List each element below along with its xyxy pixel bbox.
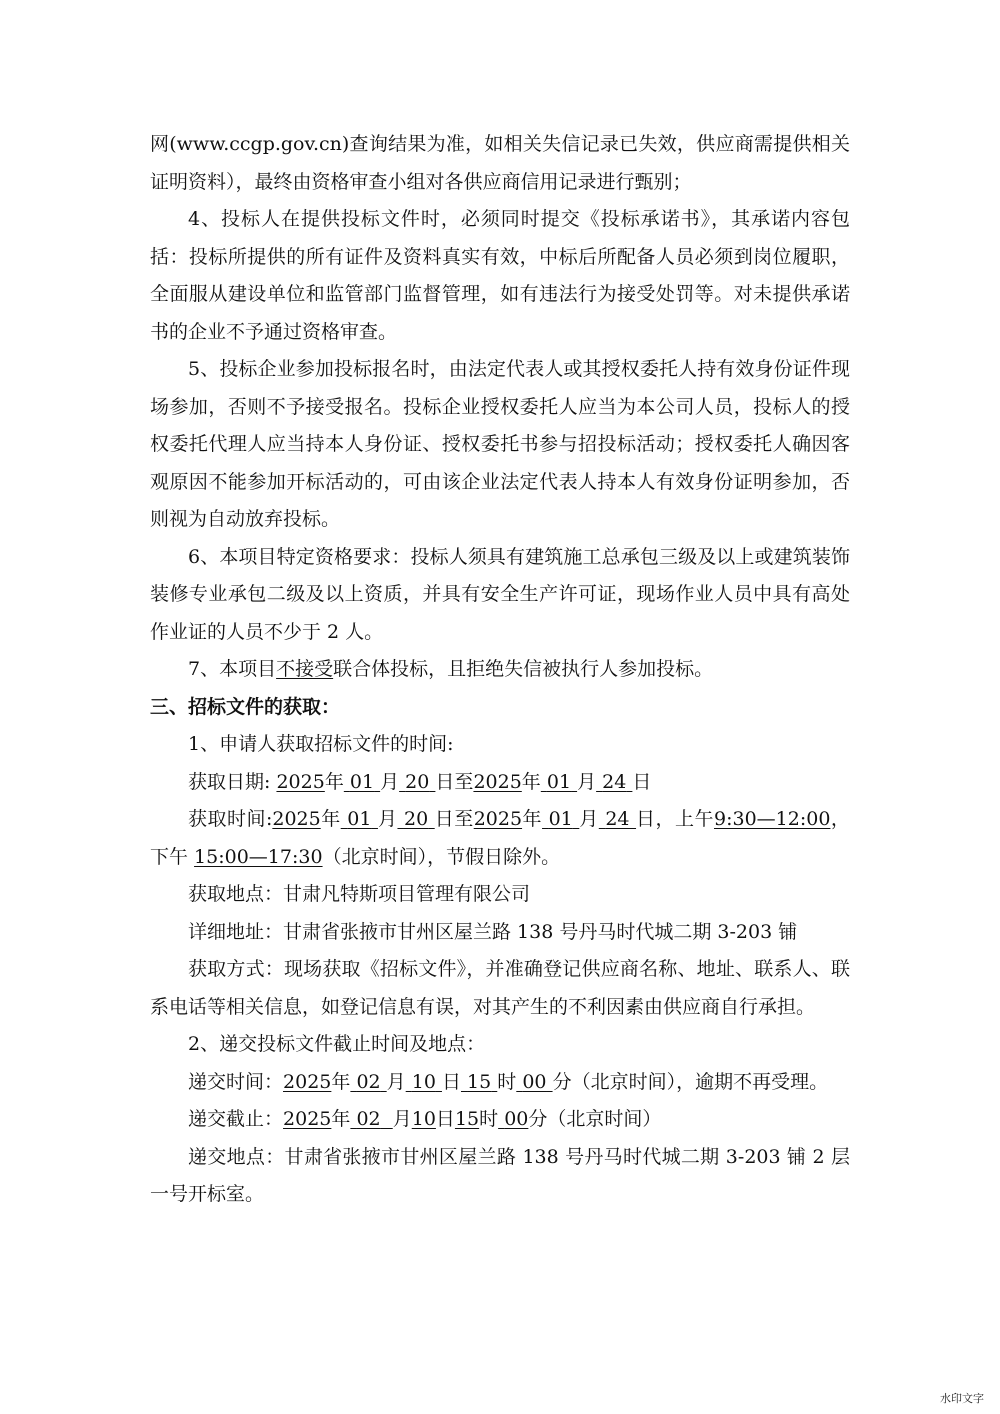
acquisition-date-label: 获取日期:: [188, 770, 277, 793]
afternoon-hours: 15:00—17:30: [194, 845, 323, 868]
acquisition-time-label: 获取时间:: [188, 808, 273, 830]
submit-place-line: 递交地点：甘肃省张掖市甘州区屋兰路 138 号丹马时代城二期 3-203 铺 2 层一号开标室。: [150, 1145, 850, 1205]
submit-deadline-line: 递交截止：2025年 02 月10日15时 00分（北京时间）: [188, 1108, 662, 1130]
day-char: 日: [435, 770, 455, 793]
acquisition-place-line: 获取地点：甘肃凡特斯项目管理有限公司: [188, 883, 531, 905]
paragraph-credit-check: 网(www.ccgp.gov.cn)查询结果为准，如相关失信记录已失效，供应商需提供相关证明资料），最终由资格审查小组对各供应商信用记录进行甄别；: [150, 133, 850, 193]
submit-time-line: 递交时间：2025年 02 月 10 日 15 时 00 分（北京时间），逾期不再受理。: [188, 1070, 829, 1093]
acquisition-method-line: 获取方式：现场获取《招标文件》，并准确登记供应商名称、地址、联系人、联系电话等相关信息，如登记信息有误，对其产生的不利因素由供应商自行承担。: [150, 958, 850, 1018]
year-char: 年: [324, 770, 344, 793]
paragraph-item-7: [150, 651, 850, 689]
date-end-year: 2025: [473, 770, 522, 793]
item-7-prefix: 7、本项目: [188, 658, 277, 680]
paragraph-item-4: 4、投标人在提供投标文件时，必须同时提交《投标承诺书》，其承诺内容包括：投标所提供的所有证件及资料真实有效，中标后所配备人员必须到岗位履职，全面服从建设单位和监管部门监督管理，如有违法行为接受处罚等。对未提供承诺书的企业不予通过资格审查。: [150, 208, 850, 343]
section-3-item-2: 2、递交投标文件截止时间及地点：: [188, 1033, 486, 1055]
date-start-year: 2025: [276, 770, 325, 793]
section-3-heading: 三、招标文件的获取：: [150, 695, 341, 718]
to-char: 至: [454, 770, 474, 793]
date-start-day: 20: [405, 770, 430, 793]
paragraph-item-6: 6、本项目特定资格要求：投标人须具有建筑施工总承包三级及以上或建筑装饰装修专业承包二级及以上资质，并具有安全生产许可证，现场作业人员中具有高处作业证的人员不少于 2 人。: [150, 545, 850, 643]
month-char: 月: [380, 770, 400, 793]
address-line: 详细地址：甘肃省张掖市甘州区屋兰路 138 号丹马时代城二期 3-203 铺: [188, 920, 798, 943]
date-start-month: 01: [349, 770, 375, 793]
paragraph-item-5: 5、投标企业参加投标报名时，由法定代表人或其授权委托人持有效身份证件现场参加，否则不予接受报名。投标企业授权委托人应当为本公司人员，投标人的授权委托代理人应当持本人身份证、授权委托书参与招投标活动；授权委托人确因客观原因不能参加开标活动的，可由该企业法定代表人持本人有效身份证明参加，否则视为自动放弃投标。: [150, 358, 850, 530]
acquisition-method: 现场获取《招标文件》，并准确登记供应商名称、地址、联系人、联系电话等相关信息，如登记信息有误，对其产生的不利因素由供应商自行承担。: [150, 958, 850, 1018]
address: 甘肃省张掖市甘州区屋兰路 138 号丹马时代城二期 3-203 铺: [283, 920, 798, 943]
acquisition-time-line: 获取时间:2025年 01 月 20 日至2025年 01 月 24 日，上午9:30—12:00，下午 15:00—17:30（北京时间），节假日除外。: [150, 808, 850, 868]
date-end-day: 24: [602, 770, 627, 793]
document-body: [150, 126, 850, 1214]
acquisition-place: 甘肃凡特斯项目管理有限公司: [283, 883, 531, 905]
item-7-underlined: 不接受: [276, 658, 334, 680]
date-end-month: 01: [546, 770, 572, 793]
submit-place: 甘肃省张掖市甘州区屋兰路 138 号丹马时代城二期 3-203 铺 2 层一号开标室。: [150, 1145, 850, 1205]
item-7-suffix: 联合体投标，且拒绝失信被执行人参加投标。: [333, 658, 714, 680]
section-3-item-1: 1、申请人获取招标文件的时间:: [188, 733, 454, 755]
watermark-text: 水印文字: [940, 1392, 984, 1405]
acquisition-date-line: 获取日期: 2025年 01 月 20 日至2025年 01 月 24 日: [188, 770, 652, 793]
morning-hours: 9:30—12:00: [714, 808, 831, 830]
